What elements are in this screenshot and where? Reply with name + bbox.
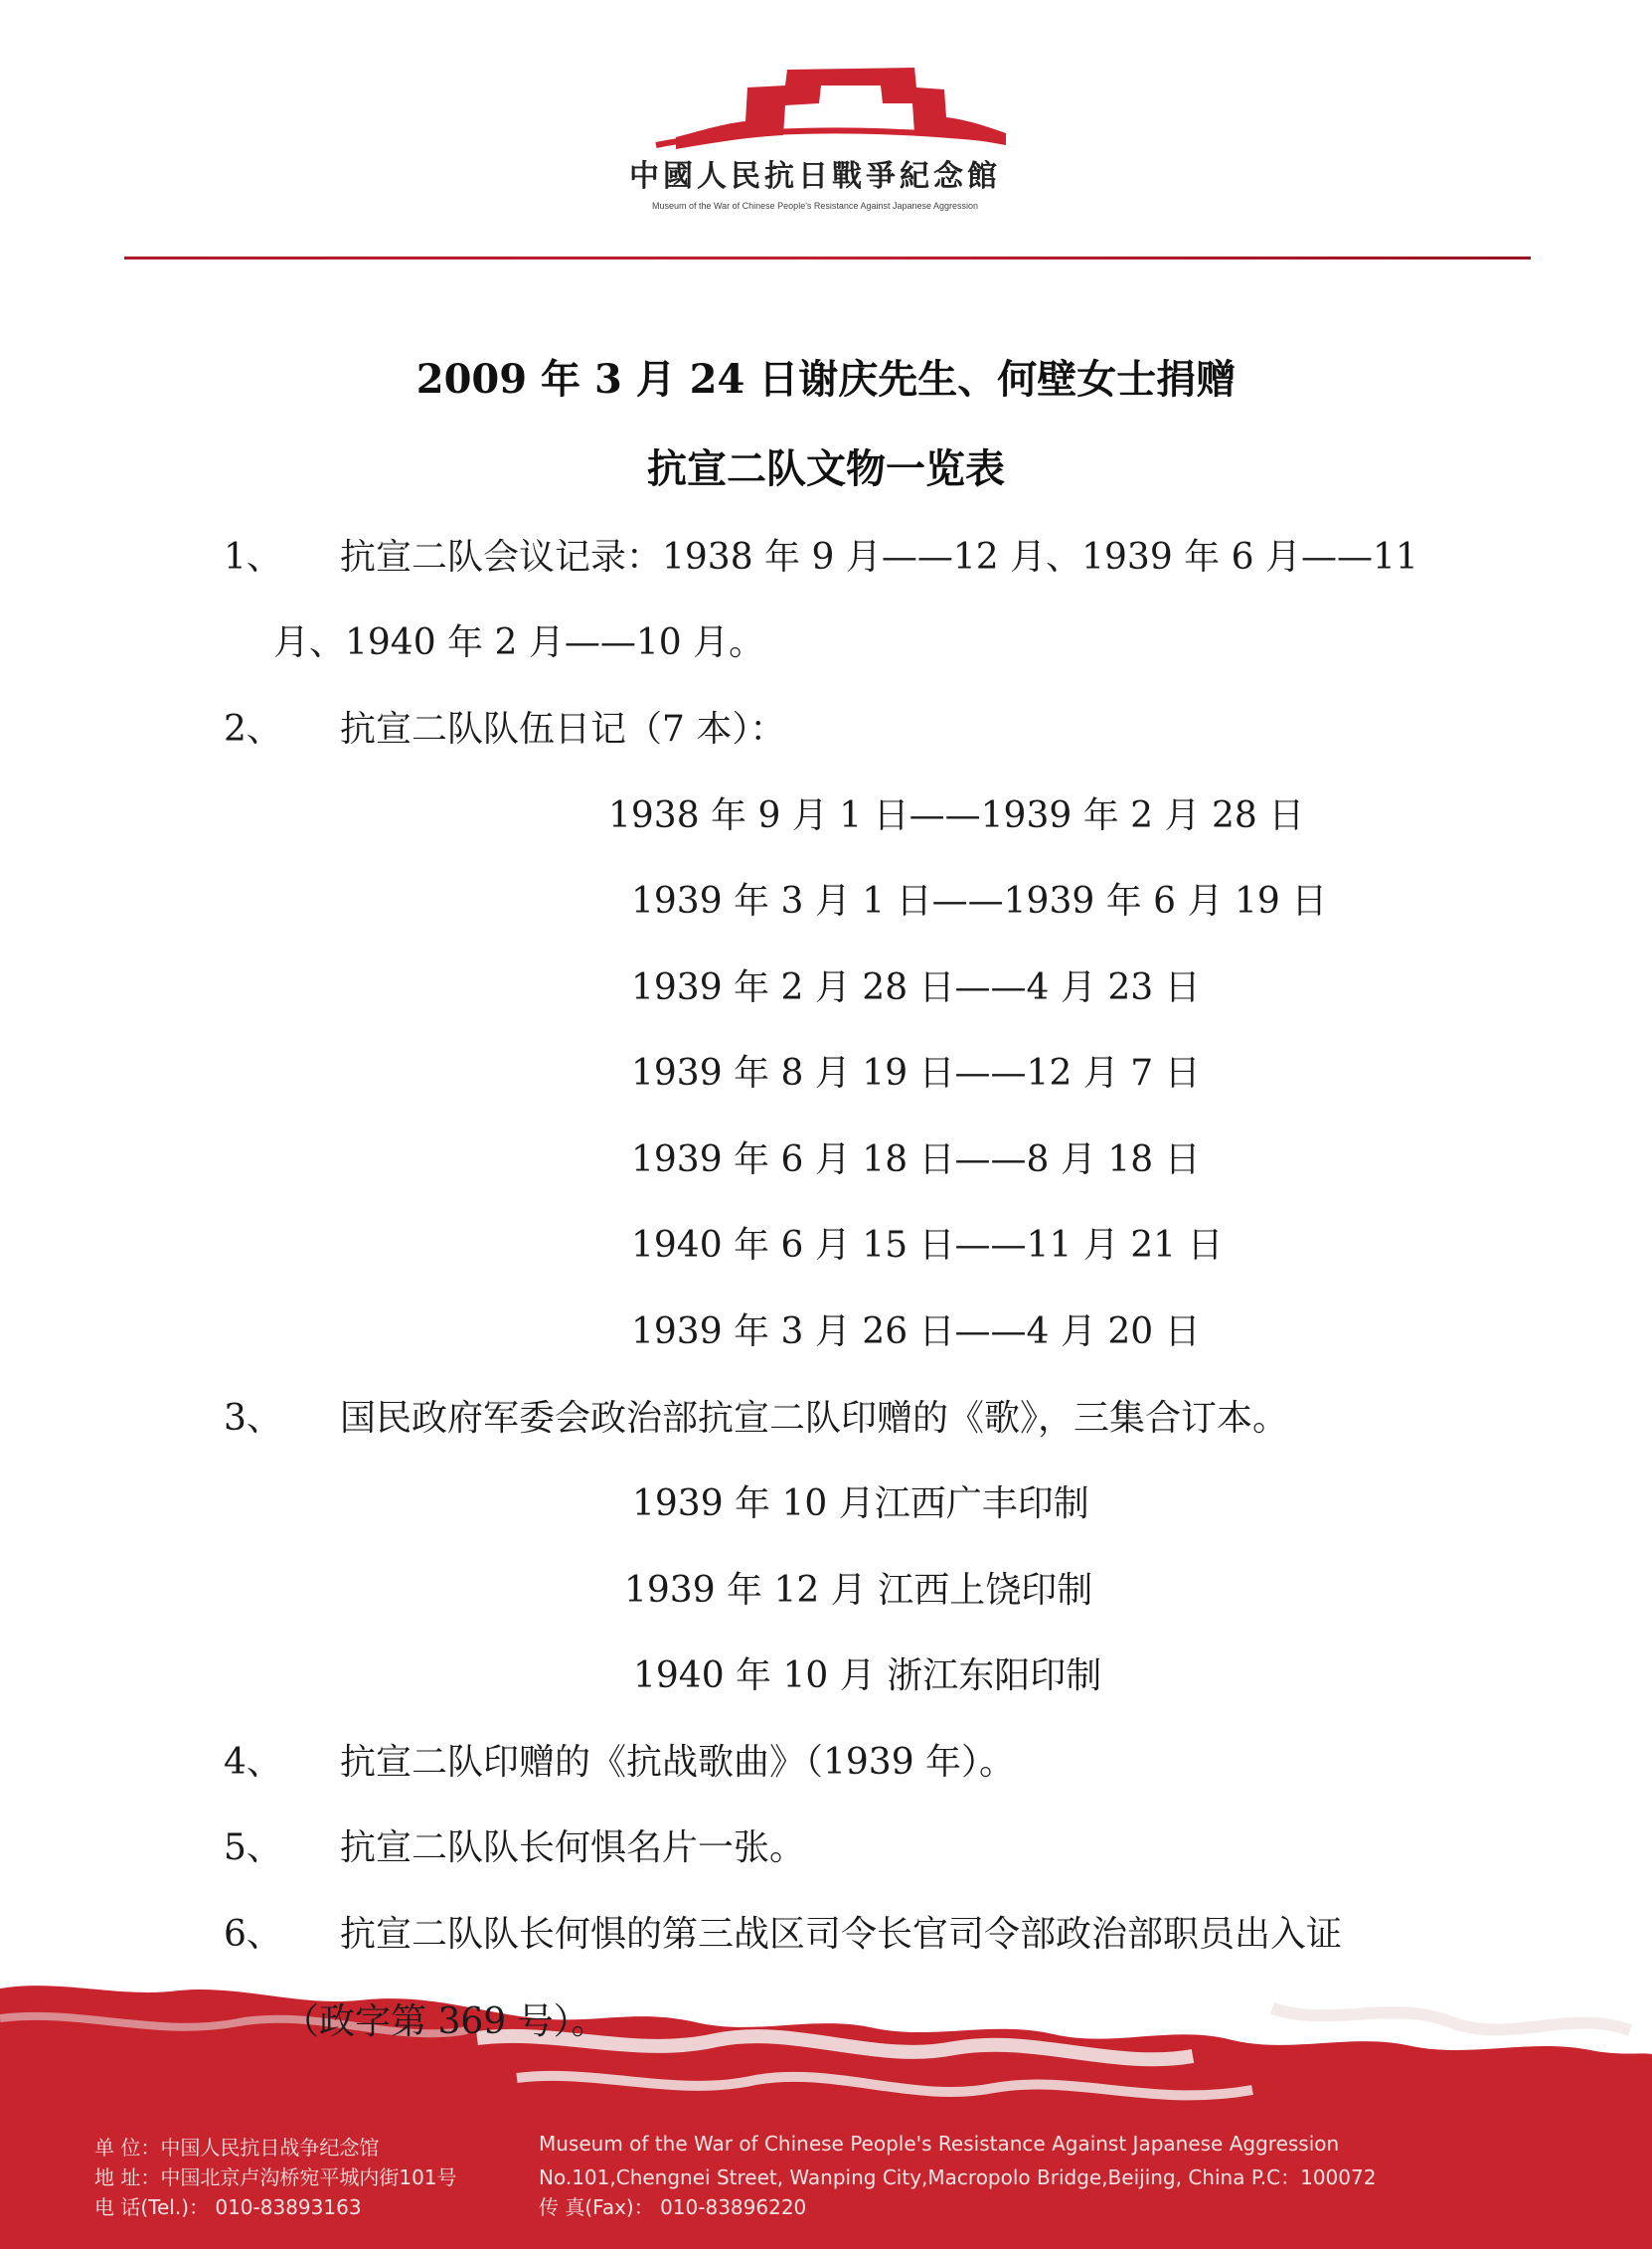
item-text: 抗宣二队队长何惧的第三战区司令长官司令部政治部职员出入证 — [340, 1914, 1343, 1955]
logo-subtitle: Museum of the War of Chinese People's Resistance Against Japanese Aggression — [651, 201, 979, 211]
diary-entry: 1939 年 3 月 26 日——4 月 20 日 — [631, 1311, 1201, 1352]
item-number: 1、 — [224, 537, 282, 578]
footer-unit: 单 位：中国人民抗日战争纪念馆 — [94, 2136, 380, 2160]
diary-entry: 1938 年 9 月 1 日——1939 年 2 月 28 日 — [608, 795, 1305, 836]
print-entry: 1939 年 12 月 江西上饶印制 — [624, 1570, 1093, 1611]
footer-tel: 电 话(Tel.)： 010-83893163 — [94, 2195, 362, 2219]
item-text: 抗宣二队队伍日记（7 本）： — [340, 709, 786, 750]
diary-entry: 1939 年 8 月 19 日——12 月 7 日 — [631, 1053, 1201, 1094]
item-number: 2、 — [224, 709, 282, 750]
document-subtitle: 抗宣二队文物一览表 — [647, 445, 1005, 492]
diary-entry: 1939 年 2 月 28 日——4 月 23 日 — [631, 967, 1201, 1008]
header-divider — [124, 257, 1531, 260]
item-number: 5、 — [224, 1827, 282, 1868]
item-text: 抗宣二队印赠的《抗战歌曲》（1939 年）。 — [340, 1742, 1016, 1783]
diary-entry: 1939 年 6 月 18 日——8 月 18 日 — [631, 1139, 1201, 1180]
document-title: 2009 年 3 月 24 日谢庆先生、何壁女士捐赠 — [415, 356, 1237, 403]
footer-fax: 传 真(Fax)： 010-83896220 — [539, 2195, 807, 2219]
print-entry: 1940 年 10 月 浙江东阳印制 — [633, 1655, 1102, 1696]
footer-museum-name-en: Museum of the War of Chinese People's Resistance Against Japanese Aggression — [539, 2132, 1340, 2156]
diary-entry: 1939 年 3 月 1 日——1939 年 6 月 19 日 — [631, 881, 1328, 922]
item-continuation: （政字第 369 号）。 — [283, 2001, 607, 2042]
item-continuation: 月、1940 年 2 月——10 月。 — [273, 622, 765, 663]
item-text: 抗宣二队队长何惧名片一张。 — [340, 1827, 806, 1868]
museum-logo — [616, 60, 1014, 239]
great-wall-emblem-icon — [616, 60, 1014, 154]
print-entry: 1939 年 10 月江西广丰印制 — [632, 1483, 1089, 1524]
diary-entry: 1940 年 6 月 15 日——11 月 21 日 — [631, 1225, 1224, 1266]
logo-text: 中國人民抗日戰爭紀念館 — [629, 159, 1001, 194]
footer-address-en: No.101,Chengnei Street, Wanping City,Macropolo Bridge,Beijing, China P.C：100072 — [539, 2165, 1377, 2189]
item-number: 6、 — [224, 1914, 282, 1955]
item-text: 抗宣二队会议记录：1938 年 9 月——12 月、1939 年 6 月——11 — [340, 537, 1418, 578]
item-text: 国民政府军委会政治部抗宣二队印赠的《歌》，三集合订本。 — [340, 1398, 1289, 1439]
footer-address: 地 址：中国北京卢沟桥宛平城内街101号 — [94, 2165, 457, 2189]
item-number: 3、 — [224, 1398, 282, 1439]
item-number: 4、 — [224, 1742, 282, 1783]
